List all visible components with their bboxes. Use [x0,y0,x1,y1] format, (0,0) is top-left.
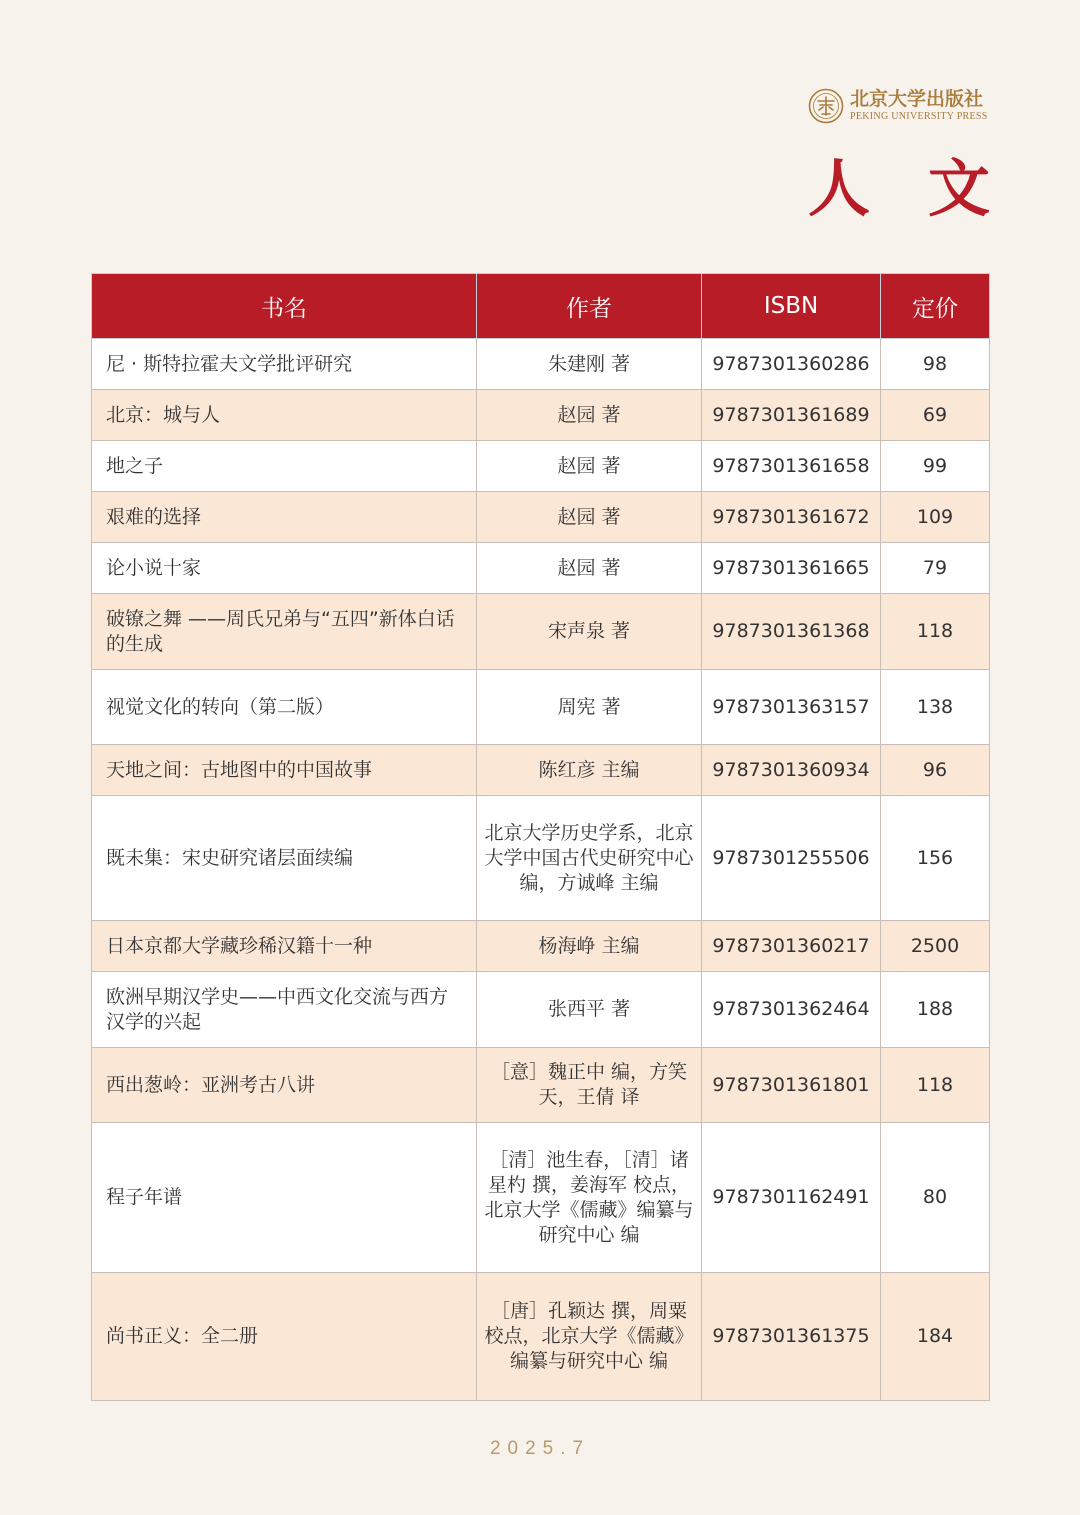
book-author: 赵园 著 [477,441,702,492]
book-price: 156 [881,796,990,921]
book-isbn: 9787301361375 [702,1273,881,1401]
book-title: 视觉文化的转向（第二版） [92,670,477,745]
header-author: 作者 [477,274,702,339]
table-row [92,972,990,1048]
book-isbn: 9787301361665 [702,543,881,594]
book-author: ［意］魏正中 编，方笑天，王倩 译 [477,1048,702,1123]
book-price: 2500 [881,921,990,972]
book-price: 138 [881,670,990,745]
table-header-row [92,274,990,339]
book-author: 杨海峥 主编 [477,921,702,972]
book-author: 宋声泉 著 [477,594,702,670]
footer-date: 2025.7 [489,1438,591,1459]
table-row [92,670,990,745]
book-isbn: 9787301363157 [702,670,881,745]
table-row [92,390,990,441]
book-title: 天地之间：古地图中的中国故事 [92,745,477,796]
book-title: 破镣之舞 ——周氏兄弟与“五四”新体白话的生成 [92,594,477,670]
book-title: 日本京都大学藏珍稀汉籍十一种 [92,921,477,972]
book-table [91,273,990,1401]
book-author: 陈红彦 主编 [477,745,702,796]
book-price: 99 [881,441,990,492]
book-isbn: 9787301361658 [702,441,881,492]
book-isbn: 9787301362464 [702,972,881,1048]
book-price: 96 [881,745,990,796]
book-isbn: 9787301361672 [702,492,881,543]
book-isbn: 9787301361368 [702,594,881,670]
book-isbn: 9787301360934 [702,745,881,796]
header-price: 定价 [881,274,990,339]
pku-emblem-icon [808,88,844,124]
book-isbn: 9787301255506 [702,796,881,921]
book-isbn: 9787301361801 [702,1048,881,1123]
table-row [92,921,990,972]
book-title: 程子年谱 [92,1123,477,1273]
book-title: 艰难的选择 [92,492,477,543]
publisher-logo [808,86,998,126]
book-author: 赵园 著 [477,543,702,594]
book-title: 尼 · 斯特拉霍夫文学批评研究 [92,339,477,390]
logo-cn-text: 北京大学出版社 [850,88,984,110]
book-title: 既未集：宋史研究诸层面续编 [92,796,477,921]
book-author: 周宪 著 [477,670,702,745]
book-author: 北京大学历史学系，北京大学中国古代史研究中心 编，方诚峰 主编 [477,796,702,921]
table-row [92,339,990,390]
table-row [92,796,990,921]
book-author: ［唐］孔颖达 撰，周粟 校点，北京大学《儒藏》编纂与研究中心 编 [477,1273,702,1401]
book-price: 109 [881,492,990,543]
book-price: 118 [881,594,990,670]
book-title: 论小说十家 [92,543,477,594]
book-price: 118 [881,1048,990,1123]
table-row [92,1048,990,1123]
book-author: ［清］池生春，［清］诸星杓 撰，姜海军 校点，北京大学《儒藏》编纂与研究中心 编 [477,1123,702,1273]
book-title: 欧洲早期汉学史——中西文化交流与西方汉学的兴起 [92,972,477,1048]
book-price: 184 [881,1273,990,1401]
book-price: 98 [881,339,990,390]
table-row [92,594,990,670]
table-row [92,492,990,543]
book-price: 188 [881,972,990,1048]
header-isbn: ISBN [702,274,881,339]
book-price: 79 [881,543,990,594]
table-row [92,543,990,594]
book-title: 尚书正义：全二册 [92,1273,477,1401]
book-title: 地之子 [92,441,477,492]
book-isbn: 9787301360286 [702,339,881,390]
table-row [92,1123,990,1273]
book-price: 69 [881,390,990,441]
book-price: 80 [881,1123,990,1273]
book-title: 西出葱岭：亚洲考古八讲 [92,1048,477,1123]
book-isbn: 9787301360217 [702,921,881,972]
book-author: 张西平 著 [477,972,702,1048]
book-author: 朱建刚 著 [477,339,702,390]
book-isbn: 9787301361689 [702,390,881,441]
page-title: 人文 [807,152,1048,225]
book-title: 北京：城与人 [92,390,477,441]
table-row [92,745,990,796]
book-author: 赵园 著 [477,492,702,543]
logo-en-text: PEKING UNIVERSITY PRESS [850,111,988,122]
book-author: 赵园 著 [477,390,702,441]
table-row [92,1273,990,1401]
header-title: 书名 [92,274,477,339]
table-row [92,441,990,492]
book-isbn: 9787301162491 [702,1123,881,1273]
